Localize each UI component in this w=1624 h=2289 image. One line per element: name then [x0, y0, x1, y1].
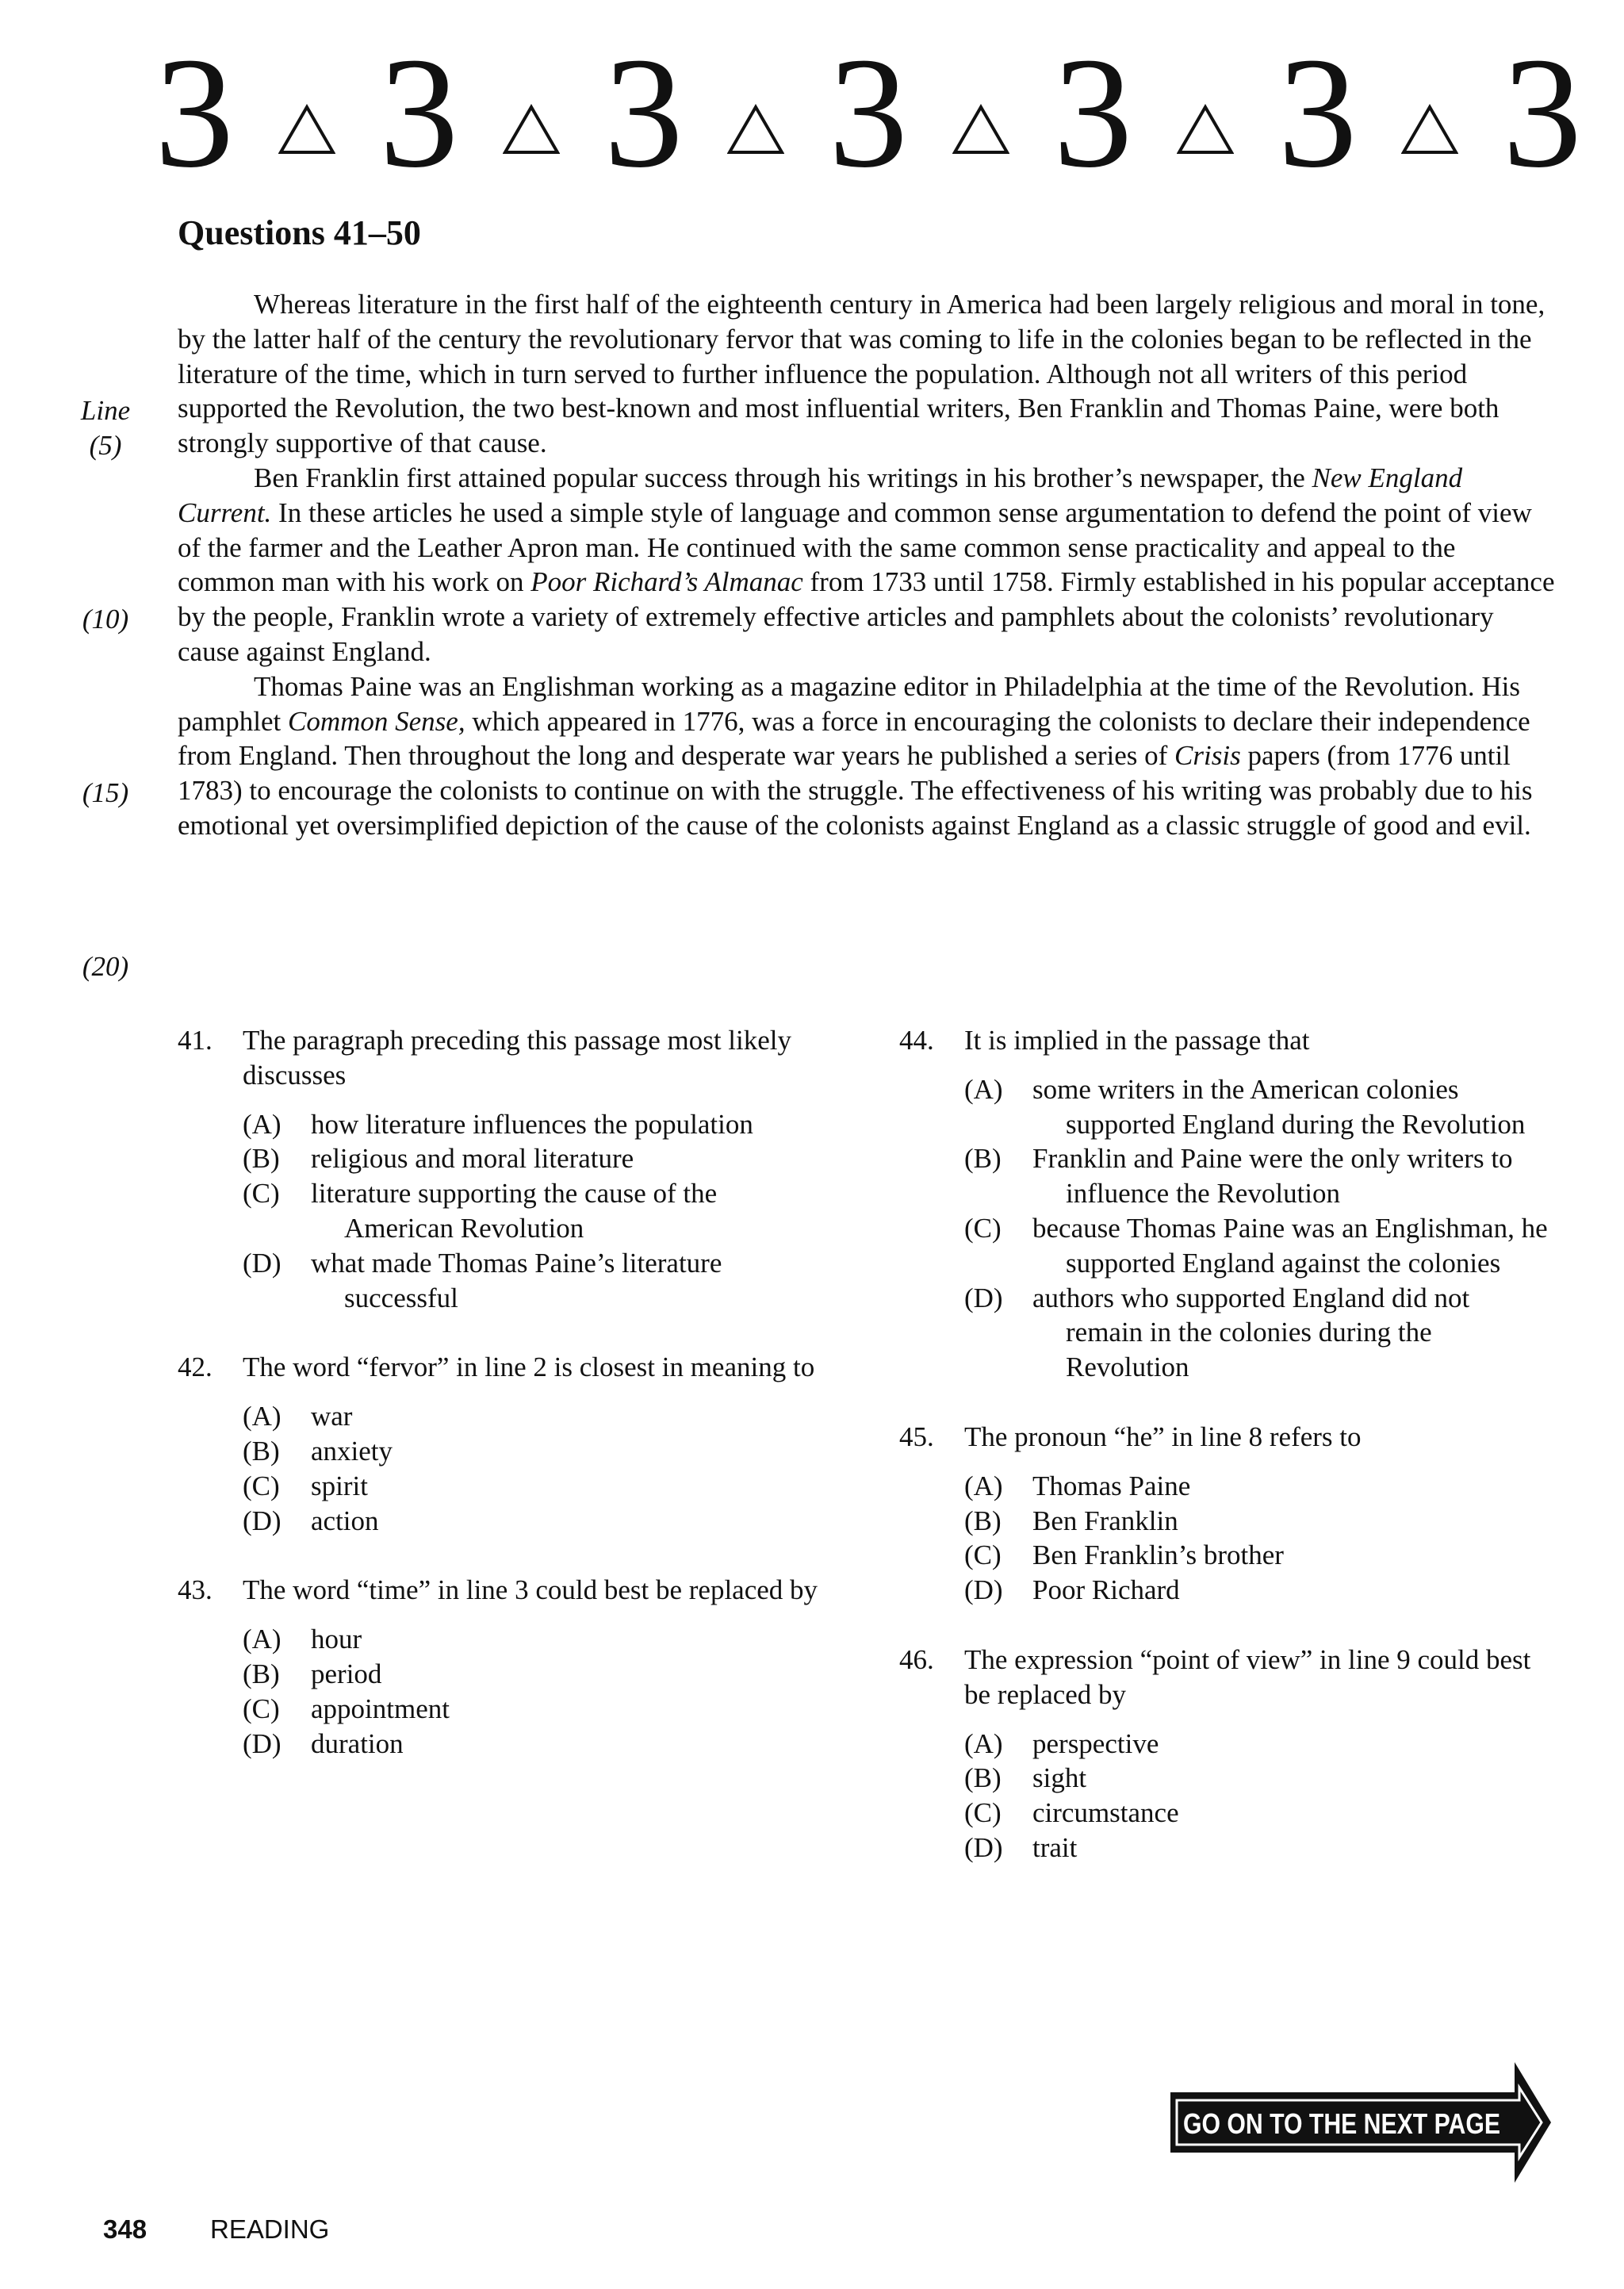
question-number: 45.	[899, 1421, 934, 1452]
question-stem: The paragraph preceding this passage most likely discusses	[243, 1025, 792, 1091]
question-45	[899, 1420, 1549, 1608]
passage-paragraph-3: Thomas Paine was an Englishman working as a magazine editor in Philadelphia at the time of the Revolution. His pamphlet Common Sense, which appeared in 1776, was a force in encouraging the colonists to declare their independence from England. Then throughout the long and desperate war years he published a series of Crisis papers (from 1776 until 1783) to encourage the colonists to continue on with the struggle. The effectiveness of his writing was probably due to his emotional yet oversimplified depiction of the cause of the colonists against England as a classic struggle of good and evil.	[178, 670, 1533, 841]
section-digit: 3	[828, 25, 908, 201]
section-digit: 3	[379, 25, 459, 201]
arrow-right-icon	[1169, 2061, 1553, 2184]
triangle-icon	[278, 104, 335, 155]
newspaper-title: New England Current.	[178, 462, 1463, 528]
answer-option[interactable]: (A) war	[243, 1401, 353, 1432]
question-stem: It is implied in the passage that	[964, 1025, 1310, 1056]
question-stem: The pronoun “he” in line 8 refers to	[964, 1421, 1362, 1452]
answer-option[interactable]: (A) perspective	[964, 1727, 1159, 1759]
section-digit: 3	[1277, 25, 1358, 201]
section-digit: 3	[1502, 25, 1582, 201]
section-digit: 3	[1053, 25, 1133, 201]
answer-option[interactable]: (D) action	[243, 1505, 379, 1536]
answer-option[interactable]: (D) trait	[964, 1831, 1078, 1863]
triangle-icon	[1177, 104, 1234, 155]
answer-option[interactable]: (B) sight	[964, 1762, 1087, 1794]
answer-option[interactable]: (B) Franklin and Paine were the only writers to influence the Revolution	[964, 1143, 1513, 1210]
pamphlet-title: Common Sense,	[288, 705, 465, 737]
answer-option[interactable]: (D) authors who supported England did not remain in the colonies during the Revolution	[964, 1282, 1470, 1383]
line-number: (10)	[82, 604, 129, 635]
triangle-icon	[1401, 104, 1458, 155]
reading-passage	[178, 287, 1557, 843]
line-number: (15)	[82, 777, 129, 808]
answer-option[interactable]: (D) Poor Richard	[964, 1574, 1180, 1606]
line-number: (5)	[89, 430, 122, 461]
questions-right-column	[899, 1023, 1549, 1900]
answer-option[interactable]: (C) Ben Franklin’s brother	[964, 1539, 1284, 1571]
line-number: (20)	[82, 951, 129, 982]
question-41	[178, 1023, 828, 1315]
question-stem: The word “time” in line 3 could best be replaced by	[243, 1574, 818, 1606]
questions-left-column	[178, 1023, 828, 1796]
answer-option[interactable]: (C) circumstance	[964, 1797, 1179, 1829]
answer-option[interactable]: (C) because Thomas Paine was an Englishman, he supported England against the colonies	[964, 1212, 1548, 1279]
section-digit: 3	[603, 25, 684, 201]
crisis-title: Crisis	[1174, 740, 1241, 772]
question-46	[899, 1643, 1549, 1865]
question-number: 41.	[178, 1025, 213, 1056]
section-banner	[155, 25, 1582, 201]
question-stem: The expression “point of view” in line 9 could best be replaced by	[964, 1643, 1531, 1710]
answer-option[interactable]: (A) how literature influences the population	[243, 1108, 753, 1140]
answer-option[interactable]: (B) religious and moral literature	[243, 1143, 634, 1175]
triangle-icon	[503, 104, 560, 155]
passage-paragraph-1: Whereas literature in the first half of the eighteenth century in America had been largely religious and moral in tone, by the latter half of the century the revolutionary fervor that was coming to life in the colonies began to be reflected in the literature of the time, which in turn served to further influence the population. Although not all writers of this period supported the Revolution, the two best-known and most influential writers, Ben Franklin and Thomas Paine, were both strongly supportive of that cause.	[178, 289, 1545, 459]
answer-option[interactable]: (B) period	[243, 1658, 382, 1689]
answer-option[interactable]: (D) duration	[243, 1727, 404, 1759]
passage-paragraph-2: Ben Franklin first attained popular success through his writings in his brother’s newspaper, the New England Current. In these articles he used a simple style of language and common sense argumentation to defend the point of view of the farmer and the Leather Apron man. He continued with the same common sense practicality and appeal to the common man with his work on Poor Richard’s Almanac from 1733 until 1758. Firmly established in his popular acceptance by the people, Franklin wrote a variety of extremely effective articles and pamphlets about the colonists’ revolutionary cause against England.	[178, 462, 1555, 667]
answer-option[interactable]: (C) literature supporting the cause of the American Revolution	[243, 1178, 718, 1244]
question-number: 42.	[178, 1352, 213, 1383]
question-44	[899, 1023, 1549, 1385]
triangle-icon	[727, 104, 784, 155]
triangle-icon	[952, 104, 1009, 155]
question-42	[178, 1350, 828, 1538]
question-number: 46.	[899, 1643, 934, 1675]
answer-option[interactable]: (A) some writers in the American colonies supported England during the Revolution	[964, 1073, 1526, 1140]
answer-option[interactable]: (C) appointment	[243, 1693, 450, 1724]
answer-option[interactable]: (C) spirit	[243, 1470, 368, 1501]
answer-option[interactable]: (A) hour	[243, 1624, 362, 1655]
questions-heading: Questions 41–50	[178, 213, 421, 252]
question-43	[178, 1573, 828, 1761]
page-number: 348	[103, 2214, 147, 2244]
question-stem: The word “fervor” in line 2 is closest in meaning to	[243, 1352, 815, 1383]
almanac-title: Poor Richard’s Almanac	[530, 566, 803, 598]
answer-option[interactable]: (D) what made Thomas Paine’s literature successful	[243, 1247, 722, 1313]
question-number: 44.	[899, 1025, 934, 1056]
go-on-next-page-arrow[interactable]	[1169, 2061, 1553, 2184]
answer-option[interactable]: (A) Thomas Paine	[964, 1470, 1191, 1501]
answer-option[interactable]: (B) Ben Franklin	[964, 1505, 1178, 1536]
go-on-label: GO ON TO THE NEXT PAGE	[1183, 2107, 1500, 2140]
section-name: READING	[210, 2214, 330, 2244]
question-number: 43.	[178, 1574, 213, 1606]
line-label: Line	[80, 395, 131, 426]
answer-option[interactable]: (B) anxiety	[243, 1435, 393, 1467]
section-digit: 3	[155, 25, 234, 201]
